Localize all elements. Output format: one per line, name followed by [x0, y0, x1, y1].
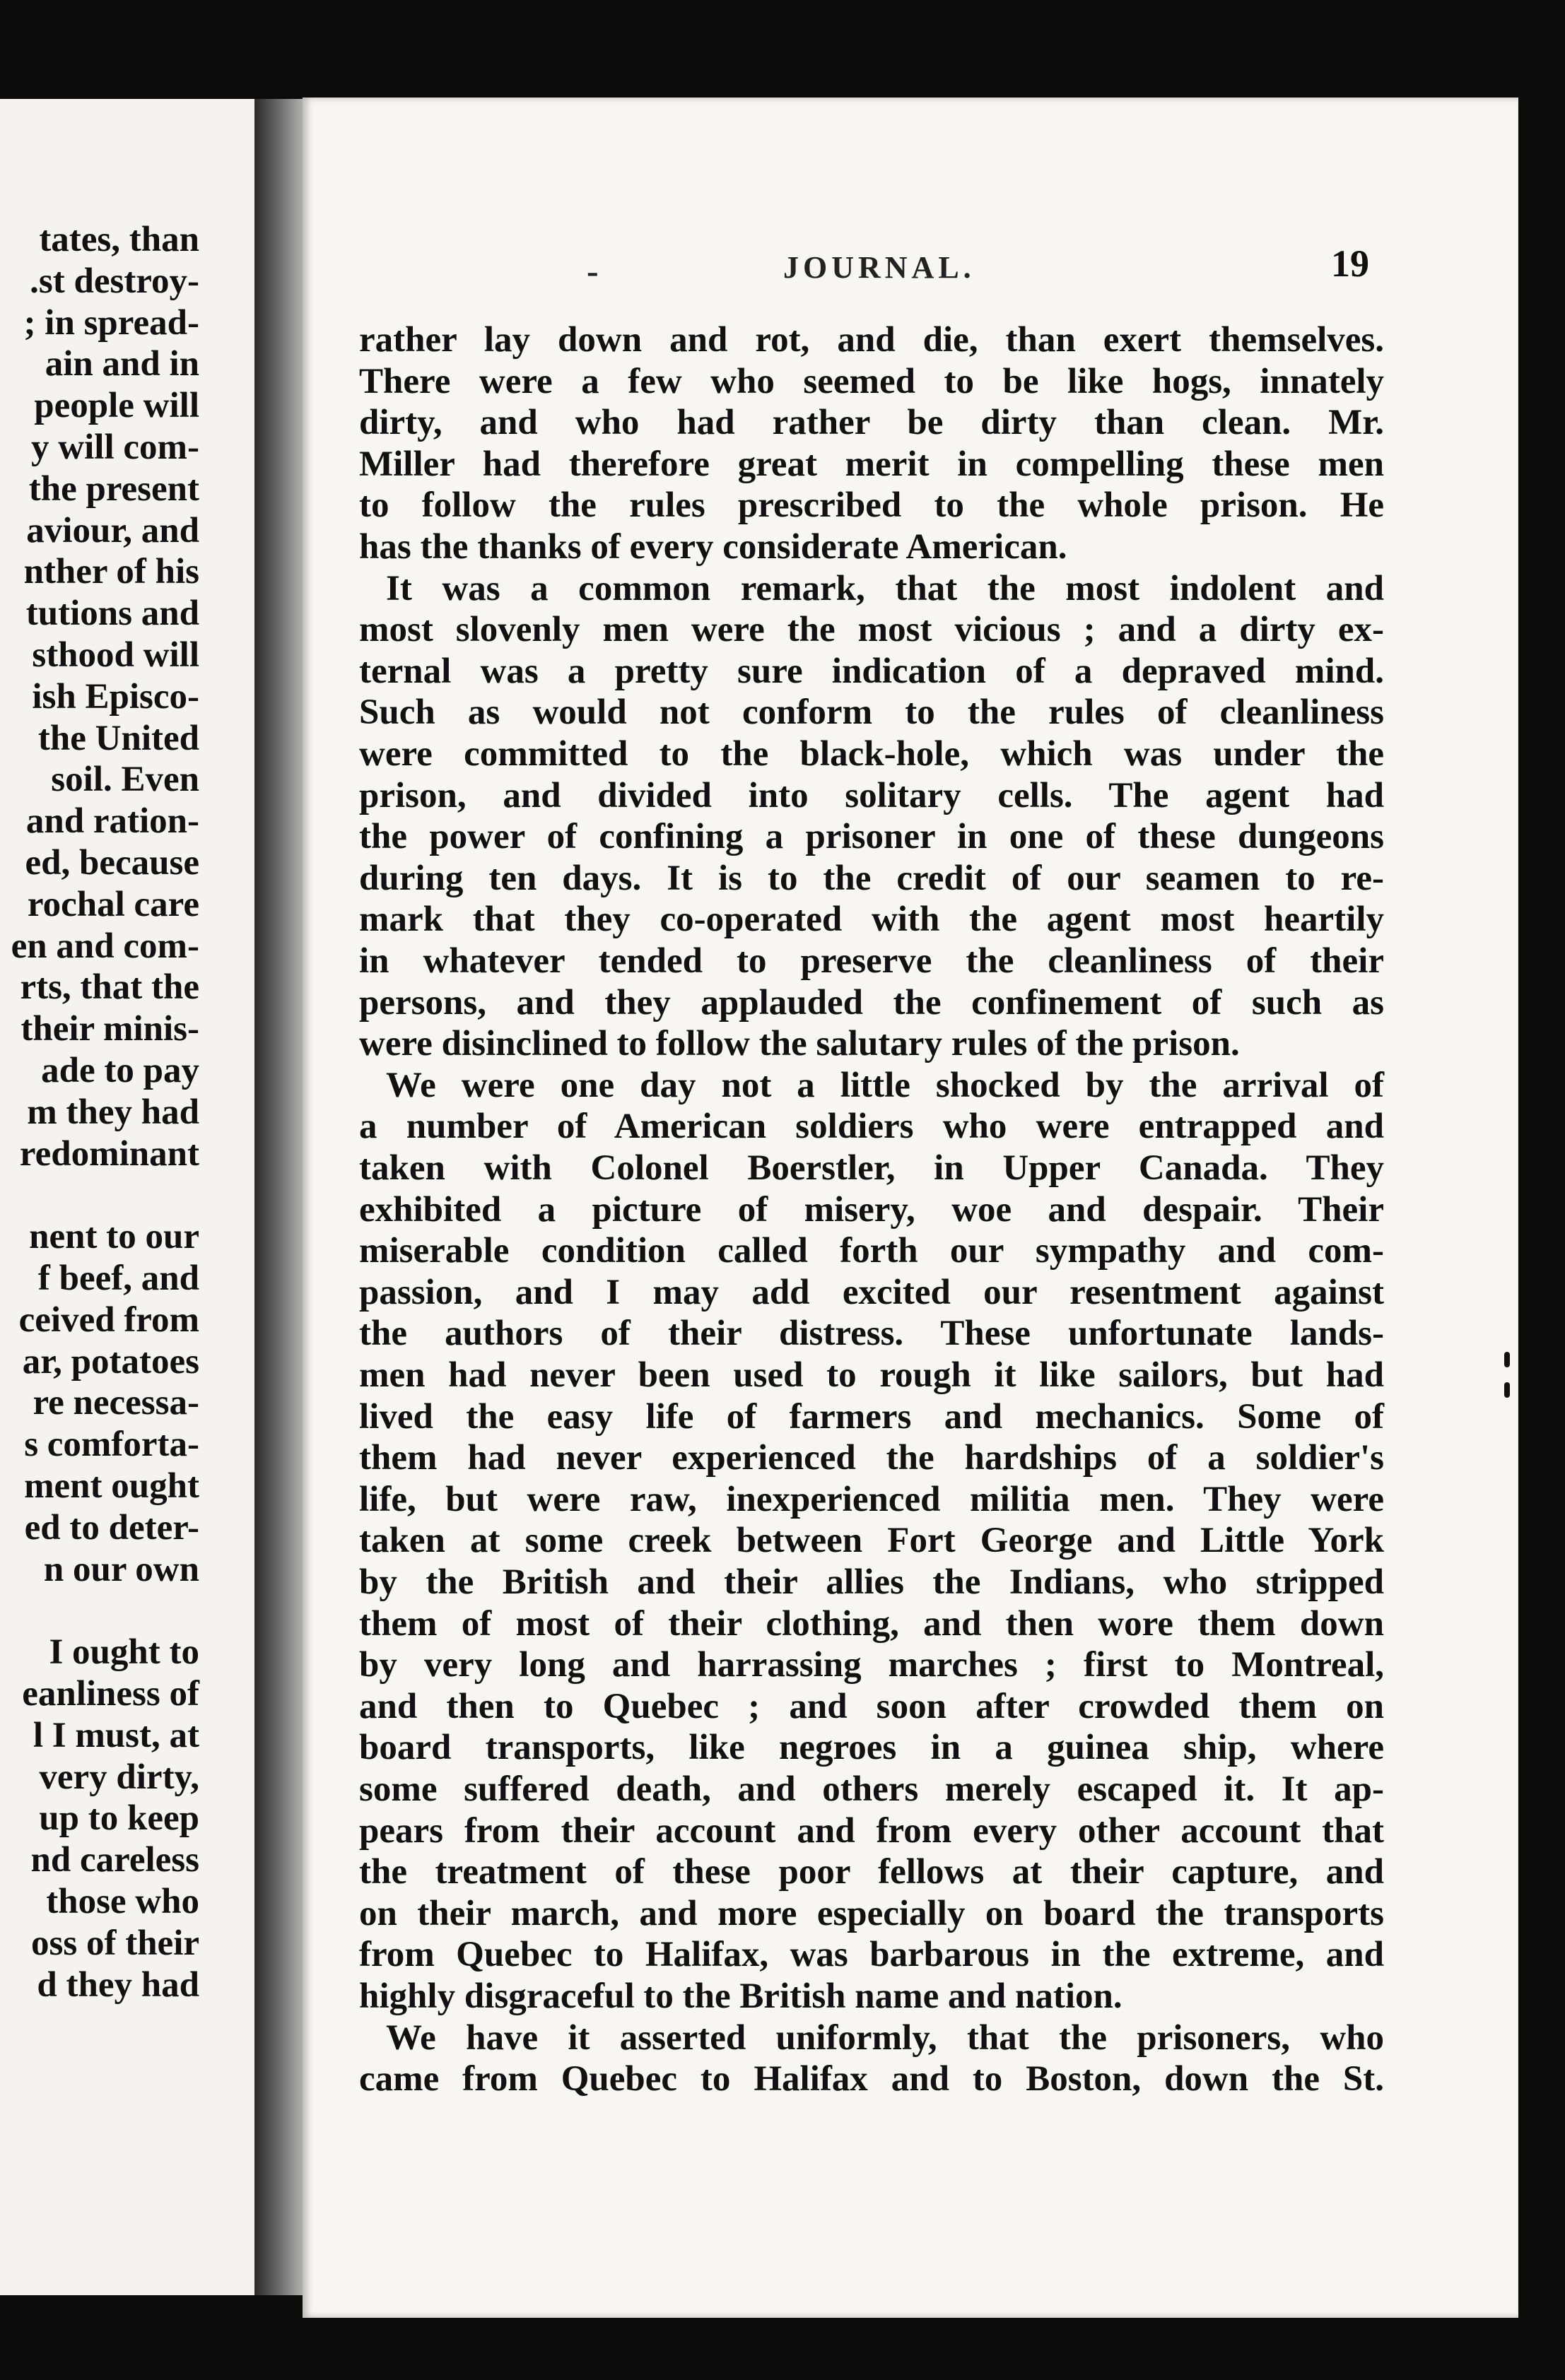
left-text-line: sthood will: [32, 635, 199, 675]
left-text-line: ; in spread-: [23, 302, 199, 343]
left-text-line: tutions and: [25, 594, 199, 634]
body-text-line: rather lay down and rot, and die, than exert themselves.: [359, 320, 1384, 360]
body-text-line: were disinclined to follow the salutary rules of the prison.: [359, 1024, 1240, 1064]
left-text-line: ain and in: [45, 344, 199, 384]
body-text-line: taken with Colonel Boerstler, in Upper Canada. They: [359, 1148, 1384, 1188]
left-text-line: the present: [28, 469, 199, 509]
left-text-line: d they had: [37, 1964, 199, 2005]
left-text-line: re necessa-: [33, 1383, 199, 1423]
left-text-line: y will com-: [31, 428, 199, 467]
body-text-line: by very long and harrassing marches ; first to Montreal,: [359, 1645, 1384, 1685]
left-text-line: nther of his: [23, 552, 199, 592]
left-text-line: f beef, and: [37, 1259, 199, 1298]
right-page: [303, 98, 1518, 2318]
body-text-line: There were a few who seemed to be like hogs, innately: [359, 361, 1384, 401]
left-text-line: ed to deter-: [24, 1507, 199, 1548]
body-text-line: mark that they co-operated with the agent most heartily: [359, 900, 1384, 940]
body-text-line: has the thanks of every considerate American.: [359, 527, 1067, 567]
body-text-line: came from Quebec to Halifax and to Boston, down the St.: [359, 2059, 1384, 2099]
body-text-line: dirty, and who had rather be dirty than clean. Mr.: [359, 403, 1384, 443]
body-text-line: by the British and their allies the Indians, who stripped: [359, 1562, 1384, 1602]
body-text-line: exhibited a picture of misery, woe and despair. Their: [359, 1189, 1384, 1230]
left-text-line: soil. Even: [51, 760, 199, 800]
body-text-line: to follow the rules prescribed to the whole prison. He: [359, 485, 1384, 526]
body-text-line: taken at some creek between Fort George and Little York: [359, 1521, 1384, 1561]
body-text-line: in whatever tended to preserve the cleanliness of their: [359, 941, 1384, 981]
body-text-line: on their march, and more especially on board the transports: [359, 1893, 1384, 1933]
left-text-line: ar, potatoes: [22, 1341, 199, 1382]
left-text-line: nd careless: [30, 1840, 199, 1880]
left-text-line: rochal care: [27, 884, 199, 924]
body-text-line: lived the easy life of farmers and mechanics. Some of: [359, 1396, 1384, 1437]
left-text-line: their minis-: [20, 1009, 199, 1049]
left-text-line: en and com-: [11, 926, 199, 966]
left-text-line: I ought to: [49, 1632, 199, 1673]
left-text-line: rts, that the: [20, 967, 199, 1008]
left-text-line: l I must, at: [33, 1715, 199, 1755]
body-text-line: Miller had therefore great merit in compelling these men: [359, 444, 1384, 484]
body-text-line: passion, and I may add excited our resentment against: [359, 1272, 1384, 1312]
body-text-line: It was a common remark, that the most indolent and: [386, 568, 1384, 608]
body-text-line: board transports, like negroes in a guinea ship, where: [359, 1728, 1384, 1768]
left-text-line: those who: [46, 1882, 199, 1921]
body-text-line: the authors of their distress. These unfortunate lands-: [359, 1314, 1384, 1354]
left-text-line: oss of their: [31, 1923, 199, 1963]
body-text-line: a number of American soldiers who were entrapped and: [359, 1107, 1384, 1147]
body-text-line: some suffered death, and others merely escaped it. It ap-: [359, 1769, 1384, 1809]
body-text-line: men had never been used to rough it like sailors, but had: [359, 1355, 1384, 1395]
body-text-line: them of most of their clothing, and then wore them down: [359, 1603, 1384, 1644]
left-text-line: redominant: [19, 1133, 199, 1174]
left-text-line: nent to our: [29, 1217, 199, 1257]
left-text-line: s comforta-: [24, 1425, 199, 1465]
left-text-line: aviour, and: [26, 510, 199, 550]
left-text-line: ish Episco-: [32, 676, 199, 717]
left-text-line: up to keep: [39, 1798, 199, 1839]
page-number: 19: [1331, 242, 1369, 285]
left-text-line: people will: [34, 386, 199, 426]
running-head: JOURNAL.: [783, 250, 975, 285]
body-text-line: We have it asserted uniformly, that the prisoners, who: [386, 2017, 1384, 2058]
left-text-line: very dirty,: [39, 1757, 199, 1797]
body-text-line: them had never experienced the hardships of a soldier's: [359, 1438, 1384, 1478]
body-text-line: most slovenly men were the most vicious ; and a dirty ex-: [359, 610, 1384, 650]
body-text-line: pears from their account and from every other account that: [359, 1810, 1384, 1851]
body-text-line: Such as would not conform to the rules of cleanliness: [359, 693, 1384, 733]
body-text-line: the treatment of these poor fellows at their capture, and: [359, 1852, 1384, 1892]
body-text-line: life, but were raw, inexperienced militia men. They were: [359, 1479, 1384, 1519]
header-dash: -: [587, 251, 599, 290]
left-text-line: n our own: [43, 1549, 199, 1589]
body-text-line: were committed to the black-hole, which was under the: [359, 734, 1384, 774]
left-text-line: m they had: [27, 1092, 199, 1132]
left-text-line: and ration-: [25, 801, 199, 842]
left-text-line: ed, because: [25, 843, 199, 883]
left-text-line: the United: [37, 718, 199, 758]
left-text-line: ment ought: [24, 1466, 199, 1506]
body-text-line: We were one day not a little shocked by the arrival of: [386, 1065, 1384, 1105]
body-text-line: the power of confining a prisoner in one of these dungeons: [359, 817, 1384, 857]
body-text-line: and then to Quebec ; and soon after crowded them on: [359, 1686, 1384, 1726]
left-text-line: .st destroy-: [30, 261, 199, 301]
body-text-line: from Quebec to Halifax, was barbarous in the extreme, and: [359, 1935, 1384, 1975]
body-text-line: highly disgraceful to the British name and nation.: [359, 1977, 1123, 2016]
left-text-line: eanliness of: [22, 1674, 199, 1714]
body-text-line: during ten days. It is to the credit of our seamen to re-: [359, 858, 1384, 898]
body-text-line: miserable condition called forth our sympathy and com-: [359, 1231, 1384, 1271]
body-text-line: prison, and divided into solitary cells. The agent had: [359, 775, 1384, 815]
margin-mark: [1504, 1382, 1510, 1398]
body-text-line: ternal was a pretty sure indication of a depraved mind.: [359, 651, 1384, 691]
body-text-line: persons, and they applauded the confinement of such as: [359, 982, 1384, 1023]
margin-mark: [1504, 1352, 1510, 1367]
left-text-line: ade to pay: [41, 1051, 199, 1090]
left-text-line: ceived from: [18, 1300, 199, 1340]
left-page-fragment: [0, 99, 254, 2295]
left-text-line: tates, than: [39, 220, 199, 259]
